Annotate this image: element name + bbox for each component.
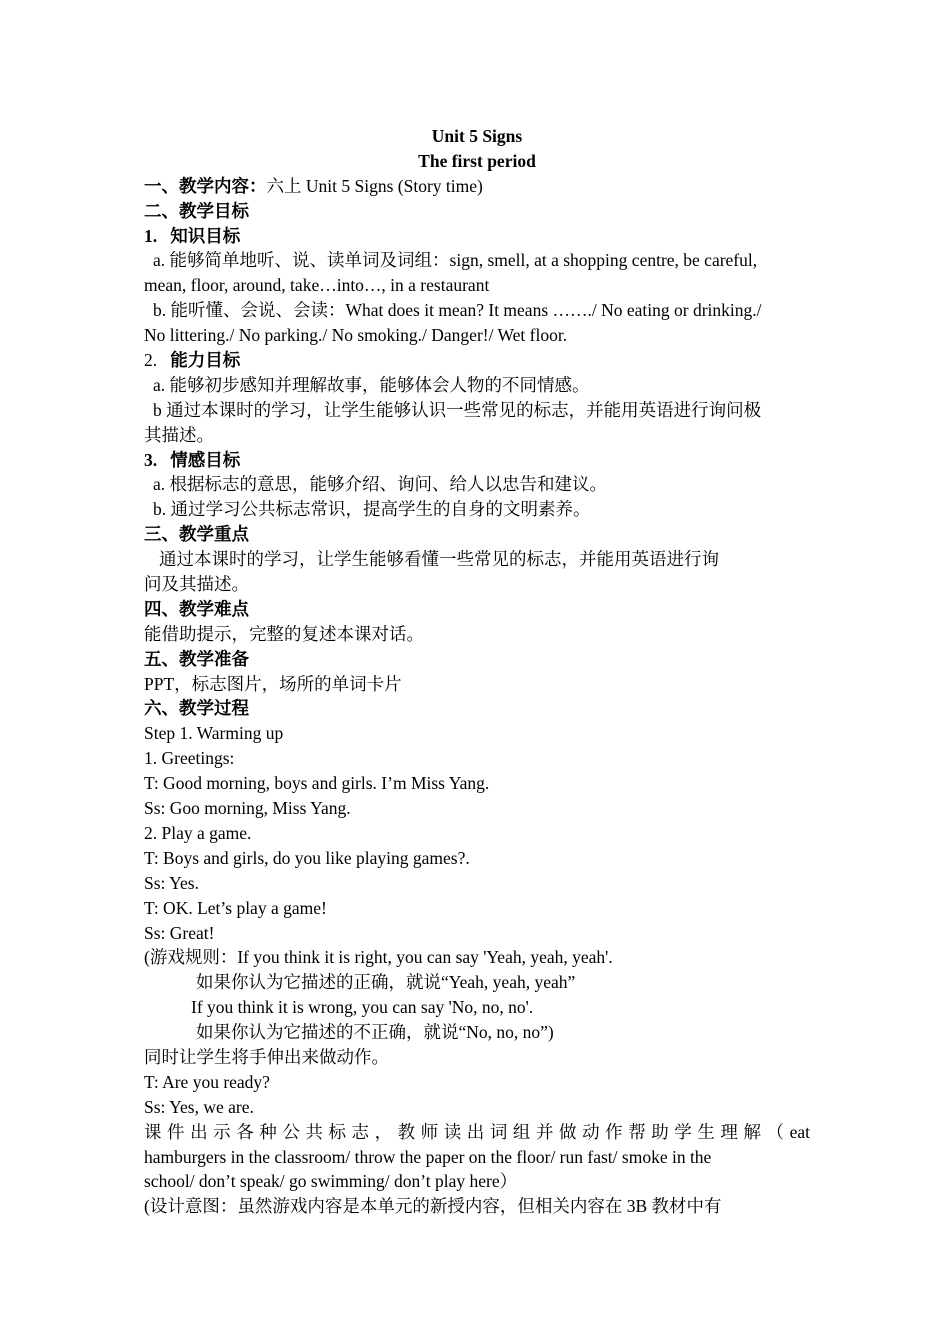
text-line: If you think it is wrong, you can say 'No, no, no'. <box>191 997 534 1018</box>
text-line: 通过本课时的学习，让学生能够看懂一些常见的标志，并能用英语进行询 <box>159 549 719 570</box>
text-line: 1. Greetings: <box>144 748 235 769</box>
lesson-plan-text <box>144 174 810 1219</box>
section-heading: 二、教学目标 <box>144 200 249 221</box>
section-heading: 六、教学过程 <box>144 698 249 719</box>
text-line: (设计意图：虽然游戏内容是本单元的新授内容，但相关内容在 3B 教材中有 <box>144 1196 722 1217</box>
document-body <box>144 124 810 1219</box>
text-line: Step 1. Warming up <box>144 723 284 744</box>
text-line: 如果你认为它描述的正确，就说“Yeah, yeah, yeah” <box>196 972 576 993</box>
text-line: 课件出示各种公共标志，教师读出词组并做动作帮助学生理解（eat <box>144 1121 810 1142</box>
text-line: 如果你认为它描述的不正确，就说“No, no, no”) <box>196 1022 554 1043</box>
text-line: 能借助提示，完整的复述本课对话。 <box>144 623 424 644</box>
section-text: 六上 Unit 5 Signs (Story time) <box>266 175 483 196</box>
text-line: T: Boys and girls, do you like playing games?. <box>144 847 470 868</box>
text-line: Ss: Yes. <box>144 872 199 893</box>
text-line: 其描述。 <box>144 424 214 445</box>
section-heading: 四、教学难点 <box>144 598 249 619</box>
text-line: Ss: Great! <box>144 922 215 943</box>
text-line: hamburgers in the classroom/ throw the paper on the floor/ run fast/ smoke in the <box>144 1146 712 1167</box>
text-line: a. 能够初步感知并理解故事，能够体会人物的不同情感。 <box>153 374 590 395</box>
text-line: T: Good morning, boys and girls. I’m Miss Yang. <box>144 773 490 794</box>
text-line: Ss: Goo morning, Miss Yang. <box>144 798 351 819</box>
period-subtitle: The first period <box>418 150 536 171</box>
section-number: 2. <box>144 350 171 371</box>
text-line: 问及其描述。 <box>144 574 249 595</box>
text-line: mean, floor, around, take…into…, in a restaurant <box>144 275 490 296</box>
text-line: 同时让学生将手伸出来做动作。 <box>144 1046 389 1067</box>
section-heading: 一、教学内容： <box>144 175 267 196</box>
section-heading: 能力目标 <box>170 350 241 371</box>
section-heading: 三、教学重点 <box>144 524 249 545</box>
text-line: PPT，标志图片，场所的单词卡片 <box>144 673 402 694</box>
text-line: a. 能够简单地听、说、读单词及词组：sign, smell, at a shopping centre, be careful, <box>153 250 758 271</box>
text-line: T: Are you ready? <box>144 1071 270 1092</box>
text-line: No littering./ No parking./ No smoking./ Danger!/ Wet floor. <box>144 325 568 346</box>
section-heading: 1. 知识目标 <box>144 225 241 246</box>
text-line <box>144 174 810 199</box>
text-line: 2. Play a game. <box>144 822 252 843</box>
text-line <box>144 348 810 373</box>
text-line: b 通过本课时的学习，让学生能够认识一些常见的标志，并能用英语进行询问极 <box>153 399 762 420</box>
text-line: b. 能听懂、会说、会读：What does it mean? It means ……./ No eating or drinking./ <box>153 300 762 321</box>
section-heading: 五、教学准备 <box>144 648 249 669</box>
section-heading: 3. 情感目标 <box>144 449 241 470</box>
unit-title: Unit 5 Signs <box>431 126 523 146</box>
text-line: a. 根据标志的意思，能够介绍、询问、给人以忠告和建议。 <box>153 474 608 495</box>
text-line: Ss: Yes, we are. <box>144 1096 254 1117</box>
text-line: b. 通过学习公共标志常识，提高学生的自身的文明素养。 <box>153 499 591 520</box>
text-line: school/ don’t speak/ go swimming/ don’t play here） <box>144 1171 518 1192</box>
text-line: (游戏规则：If you think it is right, you can say 'Yeah, yeah, yeah'. <box>144 947 613 968</box>
text-line: T: OK. Let’s play a game! <box>144 897 327 918</box>
